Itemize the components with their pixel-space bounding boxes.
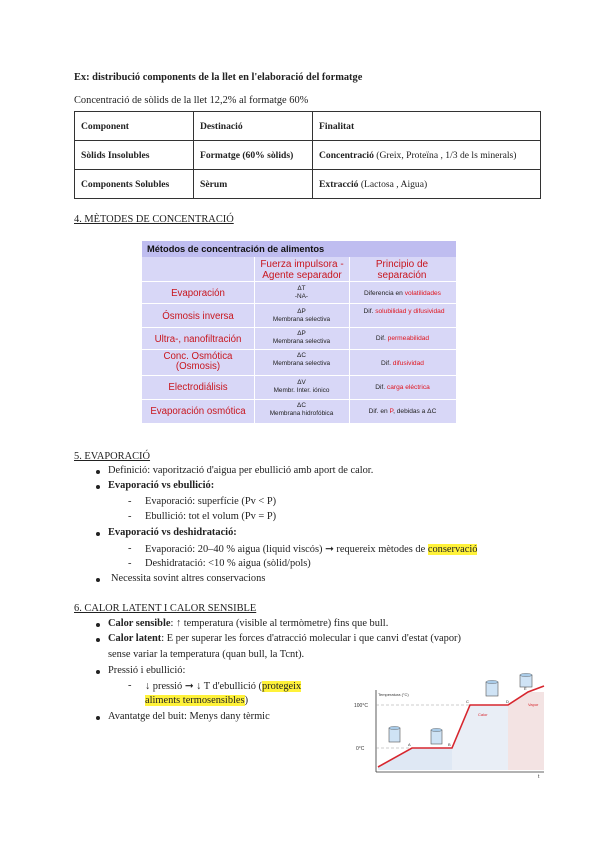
dash-marker: - — [128, 543, 132, 554]
diagram-label: 100°C — [354, 703, 368, 709]
term-bold: Calor sensible — [108, 618, 171, 629]
list-item: Necessita sovint altres conservacions — [111, 573, 266, 584]
diagram-label: Vapor — [528, 702, 539, 707]
method-cell: Ósmosis inversa — [162, 311, 234, 322]
force-top: ΔV — [297, 379, 306, 386]
diagram-label: E — [524, 686, 527, 691]
bullet-dot — [96, 578, 100, 582]
method-cell: Evaporación — [171, 288, 225, 299]
list-item: Definició: vaporització d'aigua per ebullició amb aport de calor. — [108, 465, 374, 476]
force-bottom: -NA- — [294, 293, 309, 300]
bullet-dot — [96, 670, 100, 674]
list-item — [108, 618, 388, 629]
dash-marker: - — [128, 496, 132, 507]
principle-cell — [349, 408, 456, 416]
cell-rest: (Greix, Proteïna , 1/3 de ls minerals) — [373, 149, 517, 161]
force-bottom: Membrana selectiva — [272, 316, 331, 323]
table-cell: Components Solubles — [75, 170, 194, 199]
bullet-dot — [96, 716, 100, 720]
bullet-dot — [96, 638, 100, 642]
list-subitem — [145, 680, 301, 692]
force-cell — [254, 379, 349, 395]
diagram-label: t — [538, 774, 540, 780]
bullet-dot — [96, 485, 100, 489]
force-cell — [254, 330, 349, 346]
diagram-label: A — [408, 742, 411, 747]
methods-image-title: Métodos de concentración de alimentos — [142, 241, 456, 257]
cell-bold: Extracció — [319, 178, 359, 190]
list-subitem: Ebullició: tot el volum (Pv = P) — [145, 511, 277, 522]
force-bottom: Membrana hidrofóbica — [269, 410, 334, 417]
list-item-cont: sense variar la temperatura (quan bull, la Tcnt). — [108, 649, 305, 660]
example-subtitle: Concentració de sòlids de la llet 12,2% al formatge 60% — [74, 95, 309, 106]
methods-image — [142, 241, 456, 423]
text-part: requereix mètodes de — [333, 544, 428, 555]
list-item: Pressió i ebullició: — [108, 665, 186, 676]
col-force-header: Fuerza impulsora - Agente separador — [260, 259, 344, 281]
principle-c: , debidas a ΔC — [393, 408, 437, 415]
method-cell: Electrodiálisis — [168, 382, 228, 393]
table-header-cell: Destinació — [194, 112, 313, 141]
principle-cell — [356, 308, 452, 316]
principle-cell — [349, 335, 456, 343]
principle-b: permeabilidad — [387, 335, 430, 342]
beaker-icon — [486, 680, 498, 696]
diagram-label: D — [506, 699, 509, 704]
table-cell: Sòlids Insolubles — [75, 141, 194, 170]
force-top: ΔP — [297, 330, 306, 337]
table-cell — [313, 170, 541, 199]
text-part: ↓ pressió ➞ ↓ T d'ebullició ( — [145, 681, 262, 692]
list-subitem: Evaporació: superfície (Pv < P) — [145, 496, 277, 507]
force-top: ΔT — [297, 285, 306, 292]
principle-a: Diferencia en — [364, 290, 405, 297]
principle-a: Dif. — [375, 335, 388, 342]
force-bottom: Membr. Inter. iónico — [273, 387, 330, 394]
bullet-dot — [96, 532, 100, 536]
principle-b: P — [389, 408, 394, 415]
bullet-dot — [96, 623, 100, 627]
principle-b: solubilidad y difusividad — [375, 308, 445, 315]
list-subitem-cont — [145, 695, 248, 706]
diagram-label: C — [466, 699, 469, 704]
components-table — [74, 111, 541, 199]
heating-curve-diagram — [348, 672, 548, 782]
table-cell: Sèrum — [194, 170, 313, 199]
principle-a: Dif. en — [368, 408, 390, 415]
text-part: Evaporació: 20–40 % aigua (liquid viscós) — [145, 544, 326, 555]
dash-marker: - — [128, 558, 132, 569]
method-cell: Evaporación osmótica — [150, 406, 246, 417]
diagram-label: Calor — [478, 712, 488, 717]
principle-b: difusividad — [392, 360, 424, 367]
table-row — [75, 141, 541, 170]
term-bold: Calor latent — [108, 633, 162, 644]
cell-bold: Concentració — [319, 149, 374, 161]
principle-cell — [349, 290, 456, 298]
table-cell: Formatge (60% sòlids) — [194, 141, 313, 170]
text-part: : ↑ temperatura (visible al termòmetre) fins que bull. — [170, 618, 389, 629]
beaker-icon — [389, 726, 400, 742]
force-cell — [254, 308, 349, 324]
list-subitem: Deshidratació: <10 % aigua (sòlid/pols) — [145, 558, 311, 569]
list-item: Evaporació vs ebullició: — [108, 480, 215, 491]
force-bottom: Membrana selectiva — [272, 338, 331, 345]
diagram-label: B — [448, 742, 451, 747]
force-cell — [254, 285, 349, 301]
force-top: ΔC — [297, 402, 306, 409]
force-cell — [254, 402, 349, 418]
table-header-row — [75, 112, 541, 141]
principle-b: volatilidades — [404, 290, 441, 297]
dash-marker: - — [128, 680, 132, 691]
text-part: ) — [244, 695, 249, 706]
diagram-label: 0°C — [356, 746, 365, 752]
col-principle-header: Principio de separación — [375, 259, 429, 281]
principle-a: Dif. — [363, 308, 376, 315]
arrow-icon: ➞ — [325, 544, 334, 555]
list-subitem — [145, 543, 477, 555]
highlight-text: aliments termosensibles — [145, 695, 245, 706]
bullet-dot — [96, 470, 100, 474]
method-cell: Conc. Osmótica (Osmosis) — [163, 351, 233, 372]
list-item: Evaporació vs deshidratació: — [108, 527, 237, 538]
highlight-text: conservació — [427, 544, 478, 555]
beaker-icon — [431, 728, 442, 744]
force-top: ΔP — [297, 308, 306, 315]
table-row — [75, 170, 541, 199]
principle-a: Dif. — [381, 360, 393, 367]
principle-cell — [349, 384, 456, 392]
force-cell — [254, 352, 349, 368]
list-item — [108, 633, 461, 644]
force-top: ΔC — [297, 352, 306, 359]
method-cell: Ultra-, nanofiltración — [154, 334, 242, 345]
principle-cell — [349, 360, 456, 368]
beaker-icon — [520, 673, 532, 687]
section-6-heading: 6. CALOR LATENT I CALOR SENSIBLE — [74, 603, 257, 614]
force-bottom: Membrana selectiva — [272, 360, 331, 367]
section-4-heading: 4. MÈTODES DE CONCENTRACIÓ — [74, 214, 234, 225]
section-5-heading: 5. EVAPORACIÓ — [74, 451, 151, 462]
table-cell — [313, 141, 541, 170]
table-header-cell: Component — [75, 112, 194, 141]
list-item: Avantatge del buit: Menys dany tèrmic — [108, 711, 270, 722]
cell-rest: (Lactosa , Aigua) — [358, 178, 428, 190]
highlight-text: protegeix — [261, 681, 302, 692]
text-part: : E per superar les forces d'atracció molecular i que canvi d'estat (vapor) — [161, 633, 461, 644]
principle-b: carga eléctrica — [386, 384, 430, 391]
table-header-cell: Finalitat — [313, 112, 541, 141]
principle-a: Dif. — [375, 384, 387, 391]
example-title: Ex: distribució components de la llet en l'elaboració del formatge — [74, 72, 363, 83]
diagram-label: Temperatura (°C) — [378, 692, 409, 697]
dash-marker: - — [128, 511, 132, 522]
